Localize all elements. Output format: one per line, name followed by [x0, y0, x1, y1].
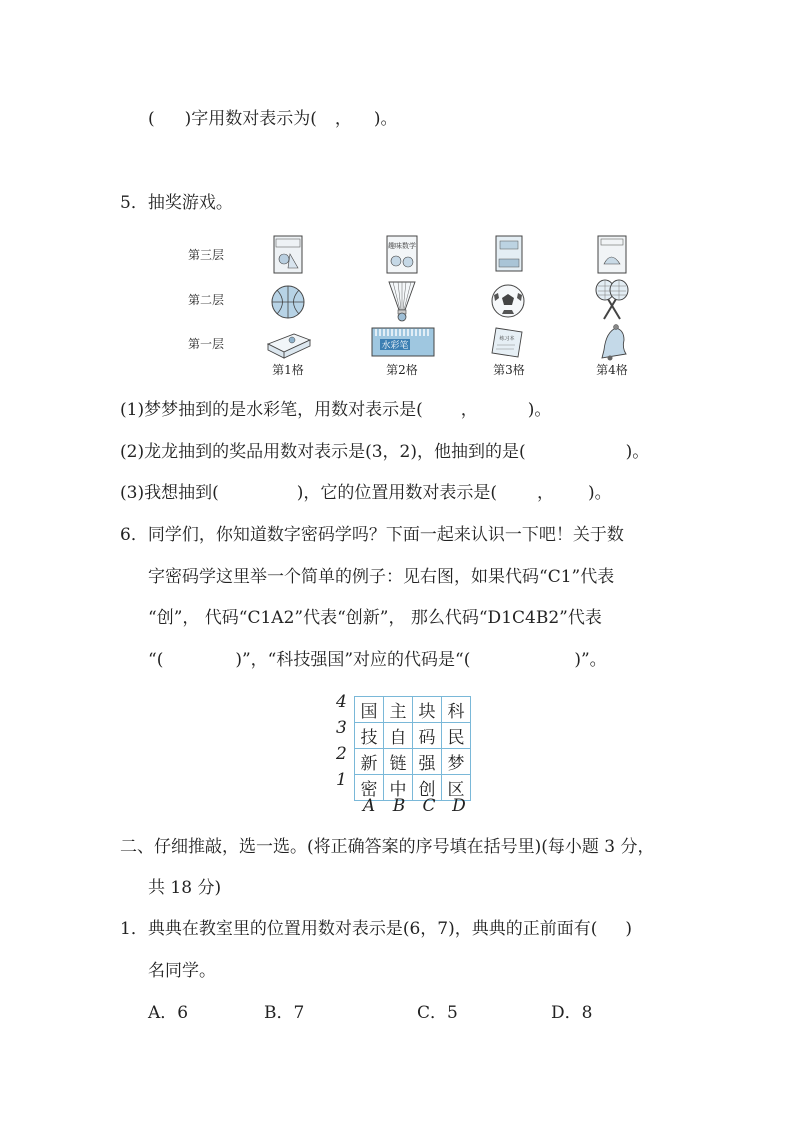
shuttlecock-icon [385, 278, 419, 322]
grid-cell: 国 [355, 697, 384, 723]
watercolor-pens-box [370, 326, 436, 360]
col-label-3: 第3格 [493, 363, 525, 377]
book-icon [272, 234, 306, 276]
q6-line4-text: )”，“科技强国”对应的代码是“( [235, 650, 471, 670]
row-label-3: 第三层 [188, 248, 225, 262]
math-book-title: 趣味数学 [388, 242, 416, 250]
grid-cell: 创 [413, 775, 442, 801]
notebook-icon [490, 324, 526, 360]
q5-sub3 [120, 482, 612, 504]
soccer-ball-icon [490, 283, 526, 319]
math-book-icon [385, 234, 421, 276]
paren-open: ( [148, 109, 155, 129]
grid-cell: 区 [442, 775, 471, 801]
grid-cell: 强 [413, 749, 442, 775]
comma: ， [460, 400, 478, 420]
paren-close: ) [625, 919, 632, 939]
q5-sub1-text: (1)梦梦抽到的是水彩笔，用数对表示是( [120, 400, 423, 420]
comma: ， [536, 483, 554, 503]
book-icon [596, 234, 630, 276]
badminton-rackets-icon [593, 278, 631, 322]
notebook-label: 练习本 [499, 336, 515, 342]
option-b[interactable]: B．7 [264, 1003, 305, 1023]
grid-cell: 民 [442, 723, 471, 749]
grid-x-label: C [422, 796, 436, 816]
q4-tail-line [148, 108, 398, 130]
grid-cell: 块 [413, 697, 442, 723]
basketball-icon [270, 284, 306, 320]
col-label-1: 第1格 [272, 363, 304, 377]
code-grid-figure [334, 692, 484, 820]
section2-heading: 二、仔细推敲，选一选。(将正确答案的序号填在括号里)(每小题 3 分， [120, 837, 655, 857]
grid-cell: 新 [355, 749, 384, 775]
q4-text: )字用数对表示为( [184, 109, 317, 129]
grid-row [355, 749, 471, 775]
q6-line1: 6．同学们，你知道数字密码学吗？下面一起来认识一下吧！关于数 [120, 525, 624, 545]
option-d[interactable]: D．8 [551, 1003, 593, 1023]
grid-x-label: A [362, 796, 376, 816]
grid-cell: 技 [355, 723, 384, 749]
grid-cell: 码 [413, 723, 442, 749]
section2-heading-cont: 共 18 分) [148, 878, 222, 898]
row-label-1: 第一层 [188, 337, 225, 351]
paren-close: )。 [625, 442, 650, 462]
q5-sub2 [120, 441, 649, 463]
grid-y-label: 3 [336, 718, 347, 738]
quote-open: “( [148, 650, 164, 670]
option-c[interactable]: C．5 [417, 1003, 458, 1023]
q5-sub2-text: (2)龙龙抽到的奖品用数对表示是(3，2)，他抽到的是( [120, 442, 526, 462]
q5-sub1 [120, 399, 551, 421]
comma: ， [334, 109, 352, 129]
col-label-4: 第4格 [596, 363, 628, 377]
row-label-2: 第二层 [188, 293, 225, 307]
bell-icon [594, 322, 630, 362]
grid-y-label: 2 [336, 744, 347, 764]
grid-cell: 梦 [442, 749, 471, 775]
q5-sub3-text-2: )，它的位置用数对表示是( [296, 483, 497, 503]
grid-cell: 科 [442, 697, 471, 723]
grid-cell: 自 [384, 723, 413, 749]
mc1-line2: 名同学。 [148, 961, 216, 981]
q6-line2: 字密码学这里举一个简单的例子：见右图，如果代码“C1”代表 [148, 567, 615, 587]
prize-shelf-figure [180, 228, 640, 378]
grid-cell: 主 [384, 697, 413, 723]
mc1-line1 [120, 918, 632, 940]
grid-cell: 密 [355, 775, 384, 801]
mc1-text: 1．典典在教室里的位置用数对表示是(6，7)，典典的正前面有( [120, 919, 598, 939]
q6-line4 [148, 649, 607, 671]
col-label-2: 第2格 [386, 363, 418, 377]
q6-line3: “创”， 代码“C1A2”代表“创新”， 那么代码“D1C4B2”代表 [148, 608, 602, 628]
quote-close: )”。 [574, 650, 607, 670]
grid-x-label: B [392, 796, 406, 816]
code-grid [354, 696, 471, 801]
q5-title: 5．抽奖游戏。 [120, 193, 233, 213]
q5-sub3-text: (3)我想抽到( [120, 483, 219, 503]
grid-y-label: 4 [336, 692, 347, 712]
paren-close: )。 [527, 400, 552, 420]
option-a[interactable]: A．6 [148, 1003, 189, 1023]
paren-close: )。 [587, 483, 612, 503]
pencil-case-icon [264, 328, 314, 360]
grid-cell: 中 [384, 775, 413, 801]
grid-y-label: 1 [336, 770, 347, 790]
grid-cell: 链 [384, 749, 413, 775]
watercolor-pens-label: 水彩笔 [381, 341, 409, 351]
grid-row [355, 697, 471, 723]
book-icon [494, 234, 526, 274]
grid-x-label: D [452, 796, 466, 816]
grid-row [355, 723, 471, 749]
paren-close: )。 [373, 109, 398, 129]
